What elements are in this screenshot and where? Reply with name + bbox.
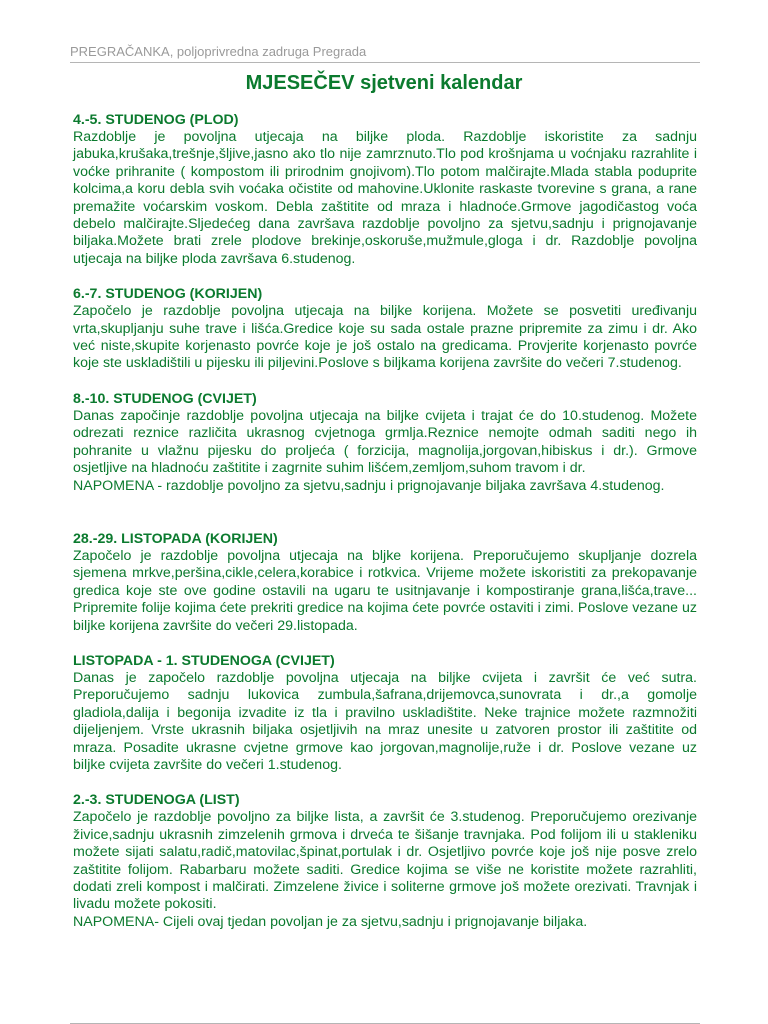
section-note: NAPOMENA - razdoblje povoljno za sjetvu,sadnju i prignojavanje biljaka završava 4.studenog. [73, 477, 665, 494]
section-body: Danas je započelo razdoblje povoljna utjecaja na biljke cvijeta i završit će već sutra. Preporučujemo sadnju lukovica zumbula,šafrana,drijemovca,sunovrata i dr.,a gomolje gladiola,dalija i begonija izvadite iz tla i pravilno uskladištite. Neke trajnice možete razmnožiti dijeljenjem. Vrste ukrasnih biljaka osjetljivih na mraz unesite u zatvoren prostor ili zaštitite od mraza. Posadite ukrasne cvjetne grmove kao jorgovan,magnolije,ruže i dr. Poslove vezane uz biljke cvijeta završite do večeri 1.studenog. [73, 669, 697, 773]
header-text: PREGRAČANKA, poljoprivredna zadruga Pregrada [70, 44, 367, 59]
section-28-29-listopada [73, 531, 697, 635]
section-heading: 4.-5. STUDENOG (PLOD) [73, 112, 239, 128]
section-listopada-1-studenoga [73, 653, 697, 774]
section-heading: 8.-10. STUDENOG (CVIJET) [73, 390, 257, 407]
section-8-10-studenog [73, 391, 697, 495]
section-heading: 28.-29. LISTOPADA (KORIJEN) [73, 530, 278, 547]
section-body: Danas započinje razdoblje povoljna utjecaja na biljke cvijeta i trajat će do 10.studenog. Možete odrezati reznice različita ukrasnog cvjetnoga grmlja.Reznice nemojte odmah saditi nego ih pohranite u vlažnu pijesku do proljeća ( forzicija, magnolija,jorgovan,hibiskus i dr.). Grmove osjetljive na hladnoću zaštitite i zagrnite suhim lišćem,zemljom,suhom travom i dr. [73, 407, 697, 477]
page-title: MJESEČEV sjetveni kalendar [245, 72, 523, 94]
section-heading: 6.-7. STUDENOG (KORIJEN) [73, 286, 263, 303]
section-body: Započelo je razdoblje povoljno za biljke lista, a završit će 3.studenog. Preporučujemo orezivanje živice,sadnju ukrasnih zimzelenih grmova i drveća te šišanje travnjaka. Pod folijom ili u stakleniku možete sijati salatu,radič,matovilac,špinat,portulak i dr. Osjetljivo povrće koje još nije posve zrelo zaštitite folijom. Rabarbaru možete saditi. Gredice kojima se više ne koristite možete razrahliti, dodati zreli kompost i malčirati. Zimzelene živice i soliterne grmove još možete orezivati. Travnjak i livadu možete pokositi. [73, 809, 697, 913]
section-6-7-studenog [73, 286, 697, 373]
section-heading: LISTOPADA - 1. STUDENOGA (CVIJET) [73, 652, 335, 669]
page-header [70, 44, 700, 63]
section-2-3-studenoga [73, 792, 697, 931]
section-body: Razdoblje je povoljna utjecaja na biljke ploda. Razdoblje iskoristite za sadnju jabuka,krušaka,trešnje,šljive,jasno ako tlo nije zamrznuto.Tlo pod krošnjama u voćnjaku razrahlite i voćke prihranite ( kompostom ili prirodnim gnojivom).Tlo potom malčirajte.Mlada stabla poduprite kolcima,a koru debla svih voćaka očistite od mahovine.Uklonite raskaste tvorevine s grana, a rane premažite voćarskim voskom. Debla zaštitite od mraza i hladnoće.Grmove jagodičastog voća debelo malčirajte.Sljedećeg dana završava razdoblje povoljno za sjetvu,sadnju i prignojavanje biljaka.Možete brati zrele plodove brekinje,oskoruše,mužmule,gloga i dr. Razdoblje povoljna utjecaja na biljke ploda završava 6.studenog. [73, 129, 697, 267]
section-4-5-studenog [73, 112, 697, 268]
section-note: NAPOMENA- Cijeli ovaj tjedan povoljan je za sjetvu,sadnju i prignojavanje biljaka. [73, 913, 588, 930]
section-heading: 2.-3. STUDENOGA (LIST) [73, 792, 240, 809]
document-content [73, 112, 697, 931]
section-body: Započelo je razdoblje povoljna utjecaja na bljke korijena. Preporučujemo skupljanje dozrela sjemena mrkve,peršina,cikle,celera,korabice i rotkvica. Vrijeme možete iskoristiti za prekopavanje gredica koje ste ove godine ostavili na ugaru te usitnjavanje i kompostiranje grana,lišća,trave... Pripremite folije kojima ćete prekriti gredice na kojima ćete povrće ostaviti i zimi. Poslove vezane uz biljke korijena završite do večeri 29.listopada. [73, 547, 697, 634]
section-body: Započelo je razdoblje povoljna utjecaja na biljke korijena. Možete se posvetiti uređivanju vrta,skupljanju suhe trave i lišća.Gredice koje su sada ostale prazne pripremite za zimu i dr. Ako već niste,skupite korjenasto povrće koje je još ostalo na gredicama. Provjerite korjenasto povrće koje ste uskladištili u pijesku ili piljevini.Poslove s biljkama korijena završite do večeri 7.studenog. [73, 303, 697, 372]
